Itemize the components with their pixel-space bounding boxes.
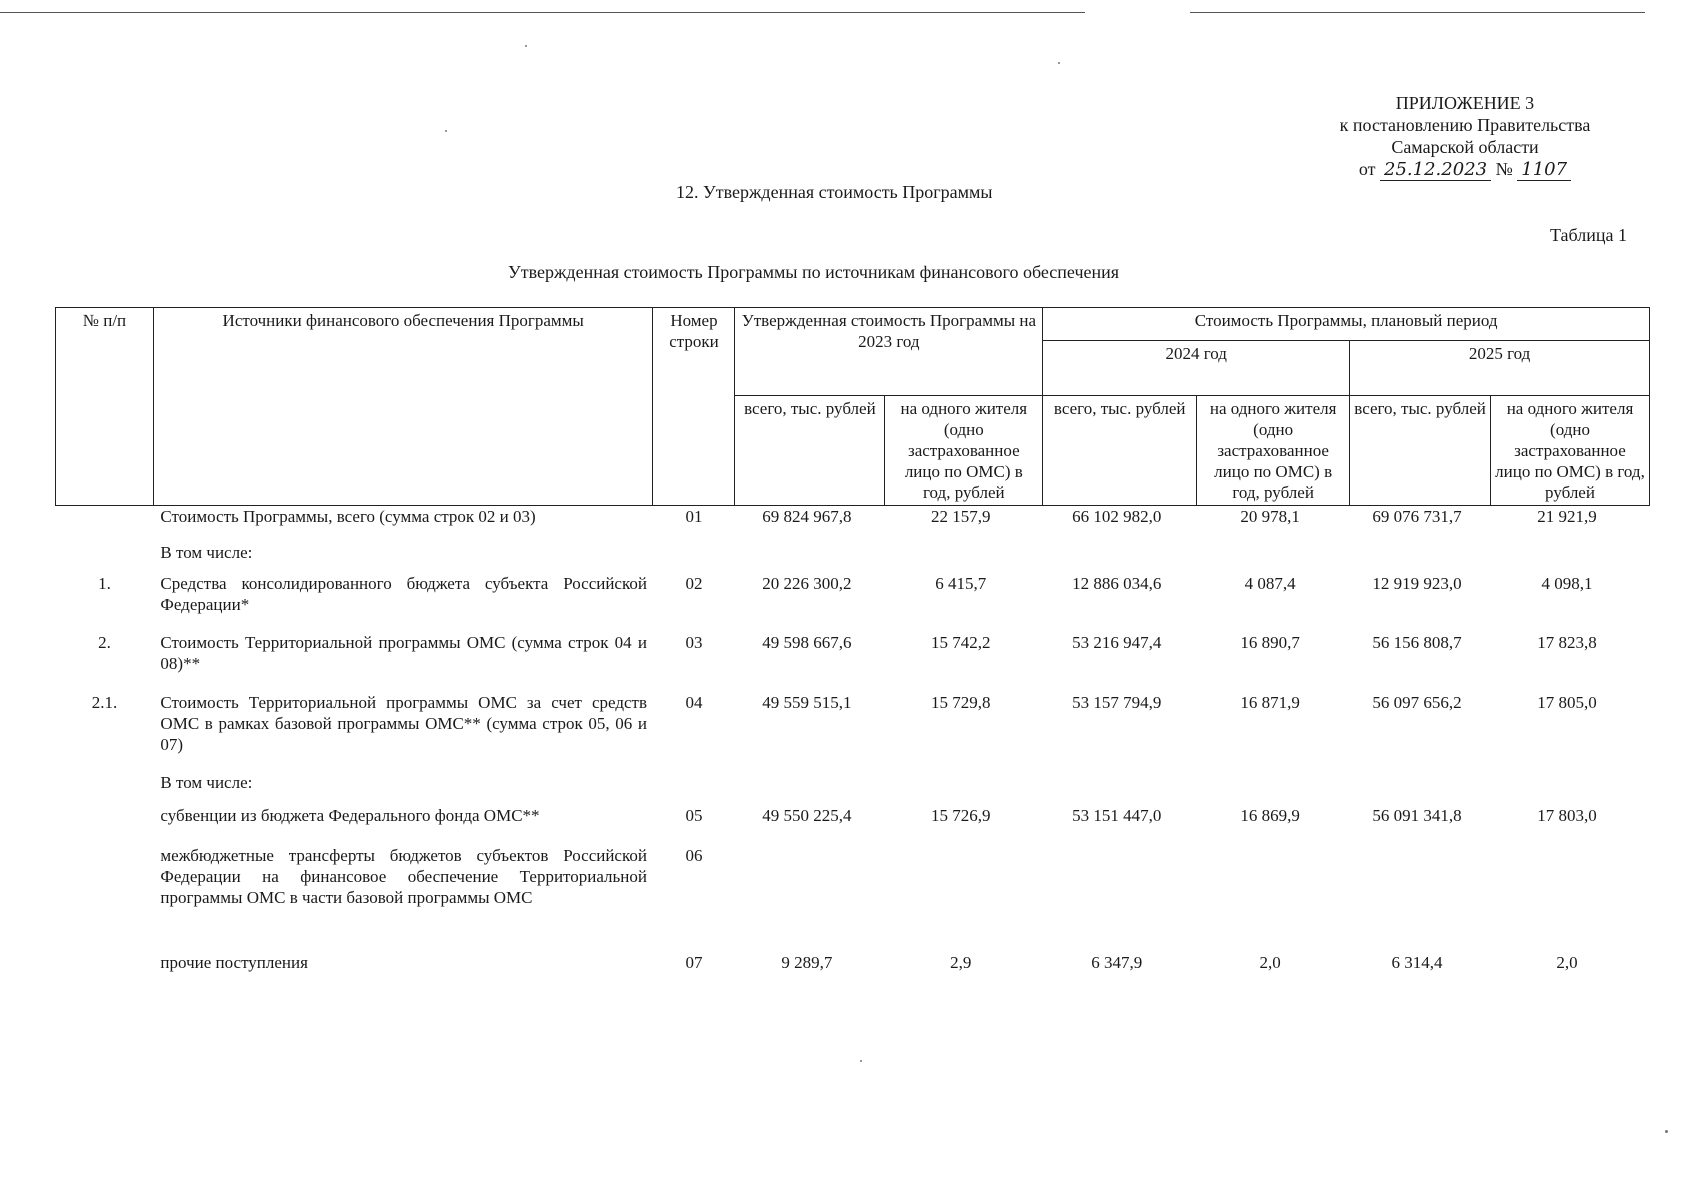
row-per-capita-2025: 17 805,0 <box>1537 692 1597 712</box>
row-total-2024 <box>1043 845 1197 952</box>
header-approved-2023: Утвержденная стоимость Программы на 2023 год <box>735 308 1043 396</box>
row-line-no: 07 <box>685 952 703 972</box>
row-per-capita-2024 <box>1197 542 1350 573</box>
header-num: № п/п <box>56 308 154 506</box>
row-total-2024 <box>1043 542 1197 573</box>
row-line-no: 04 <box>685 692 703 712</box>
row-per-capita-2024: 2,0 <box>1259 952 1281 972</box>
row-per-capita-2024: 16 890,7 <box>1240 632 1300 652</box>
row-per-capita-2023: 15 742,2 <box>931 632 991 652</box>
appendix-date-line <box>1290 158 1640 181</box>
row-source: В том числе: <box>160 772 253 792</box>
table-row <box>56 632 1650 692</box>
appendix-line-2: Самарской области <box>1391 137 1539 157</box>
row-per-capita-2023 <box>885 772 1043 805</box>
row-per-capita-2023: 2,9 <box>950 952 972 972</box>
row-total-2024: 12 886 034,6 <box>1072 573 1162 593</box>
row-total-2023: 20 226 300,2 <box>762 573 852 593</box>
row-total-2025: 56 091 341,8 <box>1372 805 1462 825</box>
header-per-capita-2024: на одного жителя (одно застрахованное лицо по ОМС) в год, рублей <box>1197 396 1350 506</box>
row-total-2024: 53 151 447,0 <box>1072 805 1162 825</box>
row-source: В том числе: <box>160 542 253 562</box>
row-per-capita-2025: 17 803,0 <box>1537 805 1597 825</box>
row-per-capita-2023: 15 729,8 <box>931 692 991 712</box>
row-per-capita-2024: 16 869,9 <box>1240 805 1300 825</box>
row-per-capita-2023: 15 726,9 <box>931 805 991 825</box>
table-row <box>56 952 1650 982</box>
scan-speck <box>525 45 527 47</box>
row-per-capita-2024 <box>1197 772 1350 805</box>
row-per-capita-2024: 16 871,9 <box>1240 692 1300 712</box>
row-total-2023: 49 559 515,1 <box>762 692 852 712</box>
row-total-2025: 56 156 808,7 <box>1372 632 1462 652</box>
row-source: Средства консолидированного бюджета субъекта Российской Федерации* <box>160 573 647 614</box>
row-per-capita-2024: 4 087,4 <box>1244 573 1296 593</box>
header-planned: Стоимость Программы, плановый период <box>1043 308 1650 341</box>
appendix-line-1: к постановлению Правительства <box>1339 115 1591 135</box>
row-total-2023: 69 824 967,8 <box>762 507 852 526</box>
row-total-2023 <box>735 845 885 952</box>
row-source: прочие поступления <box>160 952 308 972</box>
row-line-no: 05 <box>685 805 703 825</box>
row-total-2025 <box>1350 772 1491 805</box>
row-num <box>56 952 154 982</box>
row-per-capita-2024: 20 978,1 <box>1240 507 1300 526</box>
row-per-capita-2025 <box>1491 845 1650 952</box>
row-per-capita-2025: 21 921,9 <box>1537 507 1597 526</box>
row-per-capita-2023 <box>885 845 1043 952</box>
row-total-2024 <box>1043 772 1197 805</box>
row-per-capita-2025: 4 098,1 <box>1541 573 1593 593</box>
row-num <box>56 772 154 805</box>
appendix-title: ПРИЛОЖЕНИЕ 3 <box>1395 93 1535 113</box>
row-line-no: 01 <box>685 507 703 526</box>
row-num <box>56 506 154 542</box>
row-total-2025: 56 097 656,2 <box>1372 692 1462 712</box>
row-total-2024: 53 216 947,4 <box>1072 632 1162 652</box>
row-line-no <box>653 542 735 573</box>
row-total-2025: 12 919 923,0 <box>1372 573 1462 593</box>
table-row <box>56 573 1650 632</box>
date-prefix: от <box>1358 159 1376 179</box>
row-total-2024: 53 157 794,9 <box>1072 692 1162 712</box>
row-line-no: 02 <box>685 573 703 593</box>
row-source: Стоимость Программы, всего (сумма строк 02 и 03) <box>160 507 536 526</box>
row-per-capita-2023: 6 415,7 <box>935 573 987 593</box>
row-total-2023 <box>735 772 885 805</box>
scan-speck <box>1058 62 1060 64</box>
appendix-number: 1107 <box>1517 159 1571 181</box>
scan-line-top-left <box>0 12 1085 13</box>
row-num <box>56 845 154 952</box>
table-caption: Утвержденная стоимость Программы по источникам финансового обеспечения <box>508 262 1120 282</box>
header-total-2024: всего, тыс. рублей <box>1043 396 1197 506</box>
row-per-capita-2023 <box>885 542 1043 573</box>
table-row <box>56 542 1650 573</box>
table-row <box>56 692 1650 772</box>
header-per-capita-2025: на одного жителя (одно застрахованное лицо по ОМС) в год, рублей <box>1491 396 1650 506</box>
header-source: Источники финансового обеспечения Программы <box>153 308 653 506</box>
cost-table <box>55 307 1650 982</box>
row-per-capita-2024 <box>1197 845 1350 952</box>
row-total-2025 <box>1350 542 1491 573</box>
row-source: Стоимость Территориальной программы ОМС (сумма строк 04 и 08)** <box>160 632 647 673</box>
table-row <box>56 506 1650 542</box>
row-num: 1. <box>98 573 111 593</box>
row-total-2023: 9 289,7 <box>781 952 833 972</box>
row-num <box>56 542 154 573</box>
header-2024: 2024 год <box>1043 341 1350 396</box>
row-total-2023: 49 550 225,4 <box>762 805 852 825</box>
row-per-capita-2025: 17 823,8 <box>1537 632 1597 652</box>
row-line-no: 06 <box>685 845 703 865</box>
table-row <box>56 845 1650 952</box>
section-title: 12. Утвержденная стоимость Программы <box>676 182 993 202</box>
row-total-2024: 66 102 982,0 <box>1072 507 1162 526</box>
table-row <box>56 805 1650 845</box>
scan-speck <box>445 130 447 132</box>
row-num: 2. <box>98 632 111 652</box>
appendix-block <box>1290 92 1640 181</box>
row-per-capita-2023: 22 157,9 <box>931 507 991 526</box>
scan-speck <box>860 1060 862 1062</box>
row-source: межбюджетные трансферты бюджетов субъектов Российской Федерации на финансовое обеспечение Территориальной программы ОМС в части базовой программы ОМС <box>160 845 647 907</box>
number-prefix: № <box>1495 159 1513 179</box>
header-total-2023: всего, тыс. рублей <box>735 396 885 506</box>
row-num <box>56 805 154 845</box>
row-per-capita-2025 <box>1491 542 1650 573</box>
row-total-2025 <box>1350 845 1491 952</box>
table-label: Таблица 1 <box>1550 225 1627 245</box>
row-source: Стоимость Территориальной программы ОМС за счет средств ОМС в рамках базовой программы ОМС** (сумма строк 05, 06 и 07) <box>160 692 647 754</box>
scan-speck <box>1665 1130 1668 1133</box>
header-row-no: Номер строки <box>653 308 735 506</box>
table-row <box>56 772 1650 805</box>
row-total-2025: 69 076 731,7 <box>1372 507 1462 526</box>
row-line-no: 03 <box>685 632 703 652</box>
row-source: субвенции из бюджета Федерального фонда ОМС** <box>160 805 540 825</box>
header-per-capita-2023: на одного жителя (одно застрахованное лицо по ОМС) в год, рублей <box>885 396 1043 506</box>
header-2025: 2025 год <box>1350 341 1650 396</box>
scan-line-top-right <box>1190 12 1645 13</box>
row-total-2023: 49 598 667,6 <box>762 632 852 652</box>
row-per-capita-2025 <box>1491 772 1650 805</box>
header-total-2025: всего, тыс. рублей <box>1350 396 1491 506</box>
row-total-2025: 6 314,4 <box>1391 952 1443 972</box>
row-line-no <box>653 772 735 805</box>
row-num: 2.1. <box>91 692 118 712</box>
row-total-2024: 6 347,9 <box>1091 952 1143 972</box>
row-total-2023 <box>735 542 885 573</box>
appendix-date: 25.12.2023 <box>1380 159 1491 181</box>
row-per-capita-2025: 2,0 <box>1556 952 1578 972</box>
